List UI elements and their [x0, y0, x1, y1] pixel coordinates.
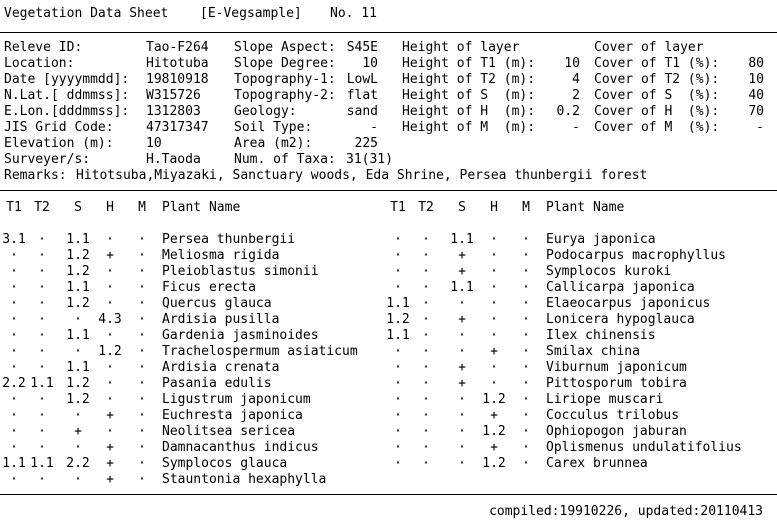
- height-value: 10: [564, 56, 580, 71]
- cover-cell-h: ·: [490, 360, 498, 375]
- cover-cell-t1: 3.1: [2, 232, 26, 247]
- plant-name: Persea thunbergii: [162, 232, 296, 247]
- cover-cell-t2: ·: [422, 456, 430, 471]
- cover-value: 40: [748, 88, 764, 103]
- plant-name: Trachelospermum asiaticum: [162, 344, 358, 359]
- cover-cell-s: ·: [458, 408, 466, 423]
- cover-cell-m: ·: [138, 328, 146, 343]
- plant-name: Ligustrum japonicum: [162, 392, 311, 407]
- plant-name: Symplocos kuroki: [546, 264, 672, 279]
- plant-name: Eurya japonica: [546, 232, 656, 247]
- cover-cell-t1: ·: [10, 312, 18, 327]
- column-header-s: S: [458, 200, 466, 215]
- height-label: Height of T2 (m):: [402, 72, 536, 87]
- height-label: Height of H (m):: [402, 104, 536, 119]
- cover-cell-s: ·: [458, 456, 466, 471]
- cover-label: Cover of T2 (%):: [594, 72, 720, 87]
- cover-cell-t1: ·: [394, 232, 402, 247]
- cover-cell-t1: ·: [10, 296, 18, 311]
- cover-cell-h: +: [106, 408, 114, 423]
- cover-cell-h: ·: [490, 232, 498, 247]
- cover-cell-t2: 1.1: [30, 456, 54, 471]
- remarks-text: Hitotsuba,Miyazaki, Sanctuary woods, Eda Shrine, Persea thunbergii forest: [76, 168, 648, 183]
- info-value: 1312803: [146, 104, 201, 119]
- cover-cell-s: +: [458, 264, 466, 279]
- cover-cell-h: ·: [106, 280, 114, 295]
- cover-cell-m: ·: [138, 408, 146, 423]
- remarks-label: Remarks:: [4, 168, 67, 183]
- plant-name: Ardisia crenata: [162, 360, 280, 375]
- info-value: S45E: [346, 40, 378, 55]
- divider-table: [0, 190, 777, 191]
- cover-cell-s: ·: [458, 296, 466, 311]
- plant-name: Oplismenus undulatifolius: [546, 440, 742, 455]
- cover-cell-t2: ·: [422, 360, 430, 375]
- cover-cell-h: ·: [106, 264, 114, 279]
- column-header-t2: T2: [418, 200, 434, 215]
- cover-cell-t2: ·: [38, 280, 46, 295]
- cover-cell-t2: ·: [422, 408, 430, 423]
- column-header-t1: T1: [390, 200, 406, 215]
- cover-cell-t2: ·: [422, 264, 430, 279]
- plant-name: Pittosporum tobira: [546, 376, 687, 391]
- cover-cell-t1: ·: [10, 392, 18, 407]
- cover-cell-t2: ·: [422, 312, 430, 327]
- cover-cell-t2: ·: [422, 232, 430, 247]
- column-header-plant-name: Plant Name: [162, 200, 241, 215]
- cover-cell-t2: ·: [422, 280, 430, 295]
- plant-name: Symplocos glauca: [162, 456, 288, 471]
- cover-cell-m: ·: [522, 456, 530, 471]
- height-label: Height of T1 (m):: [402, 56, 536, 71]
- plant-name: Callicarpa japonica: [546, 280, 695, 295]
- cover-cell-t2: ·: [422, 424, 430, 439]
- cover-label: Cover of T1 (%):: [594, 56, 720, 71]
- cover-cell-t1: 2.2: [2, 376, 26, 391]
- cover-value: 70: [748, 104, 764, 119]
- cover-cell-s: 1.1: [450, 232, 474, 247]
- cover-cell-s: ·: [74, 440, 82, 455]
- info-label: Elevation (m):: [4, 136, 114, 151]
- info-value: Tao-F264: [146, 40, 209, 55]
- cover-cell-s: ·: [458, 328, 466, 343]
- cover-cell-t2: ·: [38, 392, 46, 407]
- cover-cell-s: ·: [458, 344, 466, 359]
- cover-cell-m: ·: [138, 392, 146, 407]
- cover-cell-m: ·: [138, 264, 146, 279]
- cover-cell-h: ·: [106, 392, 114, 407]
- info-label: Area (m2):: [234, 136, 313, 151]
- info-value: 10: [362, 56, 378, 71]
- cover-cell-m: ·: [138, 360, 146, 375]
- cover-label: Cover of H (%):: [594, 104, 720, 119]
- cover-cell-m: ·: [522, 264, 530, 279]
- cover-cell-m: ·: [522, 440, 530, 455]
- cover-cell-s: ·: [458, 392, 466, 407]
- info-value: 225: [354, 136, 378, 151]
- cover-cell-s: 1.1: [66, 328, 90, 343]
- cover-cell-m: ·: [522, 248, 530, 263]
- cover-cell-h: +: [490, 344, 498, 359]
- cover-cell-t1: ·: [394, 376, 402, 391]
- cover-cell-s: ·: [74, 312, 82, 327]
- info-label: Surveyer/s:: [4, 152, 91, 167]
- cover-cell-s: +: [74, 424, 82, 439]
- cover-cell-t2: ·: [422, 344, 430, 359]
- cover-cell-s: 1.1: [66, 360, 90, 375]
- cover-cell-t1: ·: [10, 440, 18, 455]
- sheet-title: Vegetation Data Sheet: [4, 6, 169, 21]
- cover-cell-h: ·: [490, 264, 498, 279]
- cover-cell-t1: ·: [394, 280, 402, 295]
- info-label: N.Lat.[ ddmmss]:: [4, 88, 130, 103]
- cover-header: Cover of layer: [594, 40, 704, 55]
- plant-name: Ilex chinensis: [546, 328, 656, 343]
- cover-cell-m: ·: [138, 440, 146, 455]
- height-value: 0.2: [556, 104, 580, 119]
- cover-cell-h: ·: [490, 280, 498, 295]
- cover-cell-h: +: [490, 440, 498, 455]
- cover-cell-t2: ·: [422, 392, 430, 407]
- plant-name: Meliosma rigida: [162, 248, 280, 263]
- cover-cell-t2: ·: [38, 328, 46, 343]
- cover-value: -: [756, 120, 764, 135]
- cover-cell-m: ·: [138, 296, 146, 311]
- cover-cell-m: ·: [138, 456, 146, 471]
- cover-cell-h: +: [106, 456, 114, 471]
- plant-name: Podocarpus macrophyllus: [546, 248, 727, 263]
- plant-name: Neolitsea sericea: [162, 424, 296, 439]
- cover-cell-m: ·: [522, 296, 530, 311]
- info-value: H.Taoda: [146, 152, 201, 167]
- cover-cell-s: 1.1: [66, 280, 90, 295]
- cover-cell-s: ·: [458, 424, 466, 439]
- plant-name: Viburnum japonicum: [546, 360, 687, 375]
- info-label: Topography-1:: [234, 72, 336, 87]
- column-header-m: M: [138, 200, 146, 215]
- cover-cell-m: ·: [138, 472, 146, 487]
- cover-cell-t1: ·: [394, 408, 402, 423]
- cover-cell-m: ·: [138, 424, 146, 439]
- cover-cell-s: 1.2: [66, 392, 90, 407]
- cover-cell-h: ·: [490, 248, 498, 263]
- cover-cell-t2: ·: [38, 440, 46, 455]
- info-label: Slope Degree:: [234, 56, 336, 71]
- cover-cell-t2: ·: [38, 344, 46, 359]
- cover-cell-m: ·: [138, 312, 146, 327]
- cover-cell-t1: ·: [394, 424, 402, 439]
- cover-cell-s: 1.2: [66, 376, 90, 391]
- cover-cell-h: ·: [106, 360, 114, 375]
- cover-cell-t1: ·: [394, 440, 402, 455]
- cover-cell-t1: ·: [394, 392, 402, 407]
- divider-top: [0, 32, 777, 33]
- cover-cell-t1: 1.1: [2, 456, 26, 471]
- cover-cell-t2: ·: [422, 296, 430, 311]
- info-value: -: [370, 120, 378, 135]
- cover-cell-t1: ·: [394, 264, 402, 279]
- cover-cell-t2: ·: [422, 376, 430, 391]
- column-header-h: H: [490, 200, 498, 215]
- cover-cell-s: 2.2: [66, 456, 90, 471]
- cover-cell-h: 1.2: [482, 392, 506, 407]
- info-value: sand: [346, 104, 378, 119]
- info-label: Releve ID:: [4, 40, 83, 55]
- cover-cell-m: ·: [522, 392, 530, 407]
- info-label: Soil Type:: [234, 120, 313, 135]
- column-header-plant-name: Plant Name: [546, 200, 625, 215]
- cover-cell-h: ·: [106, 232, 114, 247]
- cover-cell-m: ·: [138, 248, 146, 263]
- cover-cell-t1: 1.1: [386, 328, 410, 343]
- cover-cell-m: ·: [522, 344, 530, 359]
- plant-name: Pleioblastus simonii: [162, 264, 319, 279]
- info-label: Date [yyyymmdd]:: [4, 72, 130, 87]
- plant-name: Stauntonia hexaphylla: [162, 472, 327, 487]
- info-label: Num. of Taxa:: [234, 152, 336, 167]
- plant-name: Liriope muscari: [546, 392, 664, 407]
- cover-cell-m: ·: [522, 312, 530, 327]
- cover-cell-t2: ·: [38, 312, 46, 327]
- cover-cell-s: +: [458, 360, 466, 375]
- cover-cell-h: ·: [490, 376, 498, 391]
- cover-cell-m: ·: [138, 344, 146, 359]
- cover-cell-h: +: [490, 408, 498, 423]
- cover-cell-h: ·: [106, 328, 114, 343]
- cover-cell-s: 1.1: [450, 280, 474, 295]
- plant-name: Damnacanthus indicus: [162, 440, 319, 455]
- cover-label: Cover of S (%):: [594, 88, 720, 103]
- cover-cell-s: ·: [74, 472, 82, 487]
- cover-cell-s: ·: [74, 344, 82, 359]
- cover-cell-h: 1.2: [482, 456, 506, 471]
- cover-cell-t1: ·: [394, 344, 402, 359]
- cover-cell-t2: ·: [422, 328, 430, 343]
- plant-name: Euchresta japonica: [162, 408, 303, 423]
- info-value: 47317347: [146, 120, 209, 135]
- cover-cell-t2: ·: [38, 424, 46, 439]
- cover-cell-m: ·: [522, 280, 530, 295]
- cover-cell-t2: ·: [38, 296, 46, 311]
- plant-name: Lonicera hypoglauca: [546, 312, 695, 327]
- cover-value: 80: [748, 56, 764, 71]
- plant-name: Carex brunnea: [546, 456, 648, 471]
- plant-name: Elaeocarpus japonicus: [546, 296, 711, 311]
- info-value: LowL: [346, 72, 378, 87]
- info-value: 10: [146, 136, 162, 151]
- plant-name: Ophiopogon jaburan: [546, 424, 687, 439]
- cover-cell-m: ·: [138, 376, 146, 391]
- sample-code: [E-Vegsample]: [200, 6, 302, 21]
- column-header-s: S: [74, 200, 82, 215]
- cover-cell-m: ·: [522, 360, 530, 375]
- cover-cell-t2: ·: [38, 248, 46, 263]
- cover-cell-t1: ·: [10, 424, 18, 439]
- cover-cell-s: 1.2: [66, 296, 90, 311]
- height-value: -: [572, 120, 580, 135]
- cover-cell-t1: 1.1: [386, 296, 410, 311]
- cover-cell-s: 1.2: [66, 264, 90, 279]
- cover-cell-t1: ·: [10, 344, 18, 359]
- height-value: 2: [572, 88, 580, 103]
- cover-value: 10: [748, 72, 764, 87]
- info-label: E.Lon.[dddmmss]:: [4, 104, 130, 119]
- cover-cell-h: ·: [106, 296, 114, 311]
- cover-cell-t1: ·: [10, 264, 18, 279]
- plant-name: Ardisia pusilla: [162, 312, 280, 327]
- cover-cell-t1: ·: [10, 280, 18, 295]
- cover-cell-h: +: [106, 248, 114, 263]
- info-label: Slope Aspect:: [234, 40, 336, 55]
- cover-cell-t2: ·: [38, 232, 46, 247]
- cover-cell-t1: ·: [10, 328, 18, 343]
- cover-cell-h: 1.2: [98, 344, 122, 359]
- column-header-t1: T1: [6, 200, 22, 215]
- height-header: Height of layer: [402, 40, 520, 55]
- cover-cell-t1: ·: [394, 456, 402, 471]
- info-label: Topography-2:: [234, 88, 336, 103]
- divider-bottom: [0, 494, 777, 495]
- cover-cell-m: ·: [522, 328, 530, 343]
- cover-cell-t2: ·: [422, 248, 430, 263]
- info-value: 19810918: [146, 72, 209, 87]
- column-header-m: M: [522, 200, 530, 215]
- cover-cell-s: +: [458, 376, 466, 391]
- cover-cell-t2: 1.1: [30, 376, 54, 391]
- cover-cell-h: +: [106, 440, 114, 455]
- height-value: 4: [572, 72, 580, 87]
- cover-cell-m: ·: [138, 280, 146, 295]
- cover-cell-t1: ·: [394, 248, 402, 263]
- info-value: flat: [346, 88, 378, 103]
- plant-name: Cocculus trilobus: [546, 408, 680, 423]
- cover-cell-t2: ·: [38, 360, 46, 375]
- cover-cell-t1: ·: [10, 248, 18, 263]
- cover-cell-t1: ·: [10, 408, 18, 423]
- info-label: Location:: [4, 56, 75, 71]
- cover-cell-s: 1.2: [66, 248, 90, 263]
- plant-name: Gardenia jasminoides: [162, 328, 319, 343]
- cover-cell-m: ·: [522, 376, 530, 391]
- height-label: Height of S (m):: [402, 88, 536, 103]
- cover-cell-h: ·: [106, 424, 114, 439]
- cover-cell-t1: ·: [10, 360, 18, 375]
- info-label: JIS Grid Code:: [4, 120, 114, 135]
- cover-cell-h: 1.2: [482, 424, 506, 439]
- plant-name: Quercus glauca: [162, 296, 272, 311]
- cover-cell-m: ·: [522, 232, 530, 247]
- cover-cell-t2: ·: [38, 408, 46, 423]
- info-label: Geology:: [234, 104, 297, 119]
- cover-cell-s: 1.1: [66, 232, 90, 247]
- column-header-t2: T2: [34, 200, 50, 215]
- cover-cell-m: ·: [522, 424, 530, 439]
- cover-cell-h: ·: [106, 376, 114, 391]
- cover-cell-s: +: [458, 312, 466, 327]
- column-header-h: H: [106, 200, 114, 215]
- cover-cell-h: ·: [490, 312, 498, 327]
- plant-name: Pasania edulis: [162, 376, 272, 391]
- cover-cell-t1: ·: [10, 472, 18, 487]
- info-value: W315726: [146, 88, 201, 103]
- cover-cell-m: ·: [138, 232, 146, 247]
- cover-cell-h: ·: [490, 328, 498, 343]
- cover-cell-t2: ·: [38, 264, 46, 279]
- cover-cell-s: +: [458, 248, 466, 263]
- cover-cell-h: +: [106, 472, 114, 487]
- cover-cell-s: ·: [74, 408, 82, 423]
- cover-cell-t2: ·: [38, 472, 46, 487]
- cover-cell-h: ·: [490, 296, 498, 311]
- cover-cell-h: 4.3: [98, 312, 122, 327]
- cover-cell-t1: ·: [394, 360, 402, 375]
- cover-label: Cover of M (%):: [594, 120, 720, 135]
- info-value: Hitotuba: [146, 56, 209, 71]
- plant-name: Ficus erecta: [162, 280, 256, 295]
- sample-number: No. 11: [330, 6, 377, 21]
- cover-cell-t1: 1.2: [386, 312, 410, 327]
- height-label: Height of M (m):: [402, 120, 536, 135]
- cover-cell-s: ·: [458, 440, 466, 455]
- cover-cell-t2: ·: [422, 440, 430, 455]
- plant-name: Smilax china: [546, 344, 640, 359]
- cover-cell-m: ·: [522, 408, 530, 423]
- info-value: 31(31): [346, 152, 393, 167]
- compile-info: compiled:19910226, updated:20110413: [489, 504, 763, 519]
